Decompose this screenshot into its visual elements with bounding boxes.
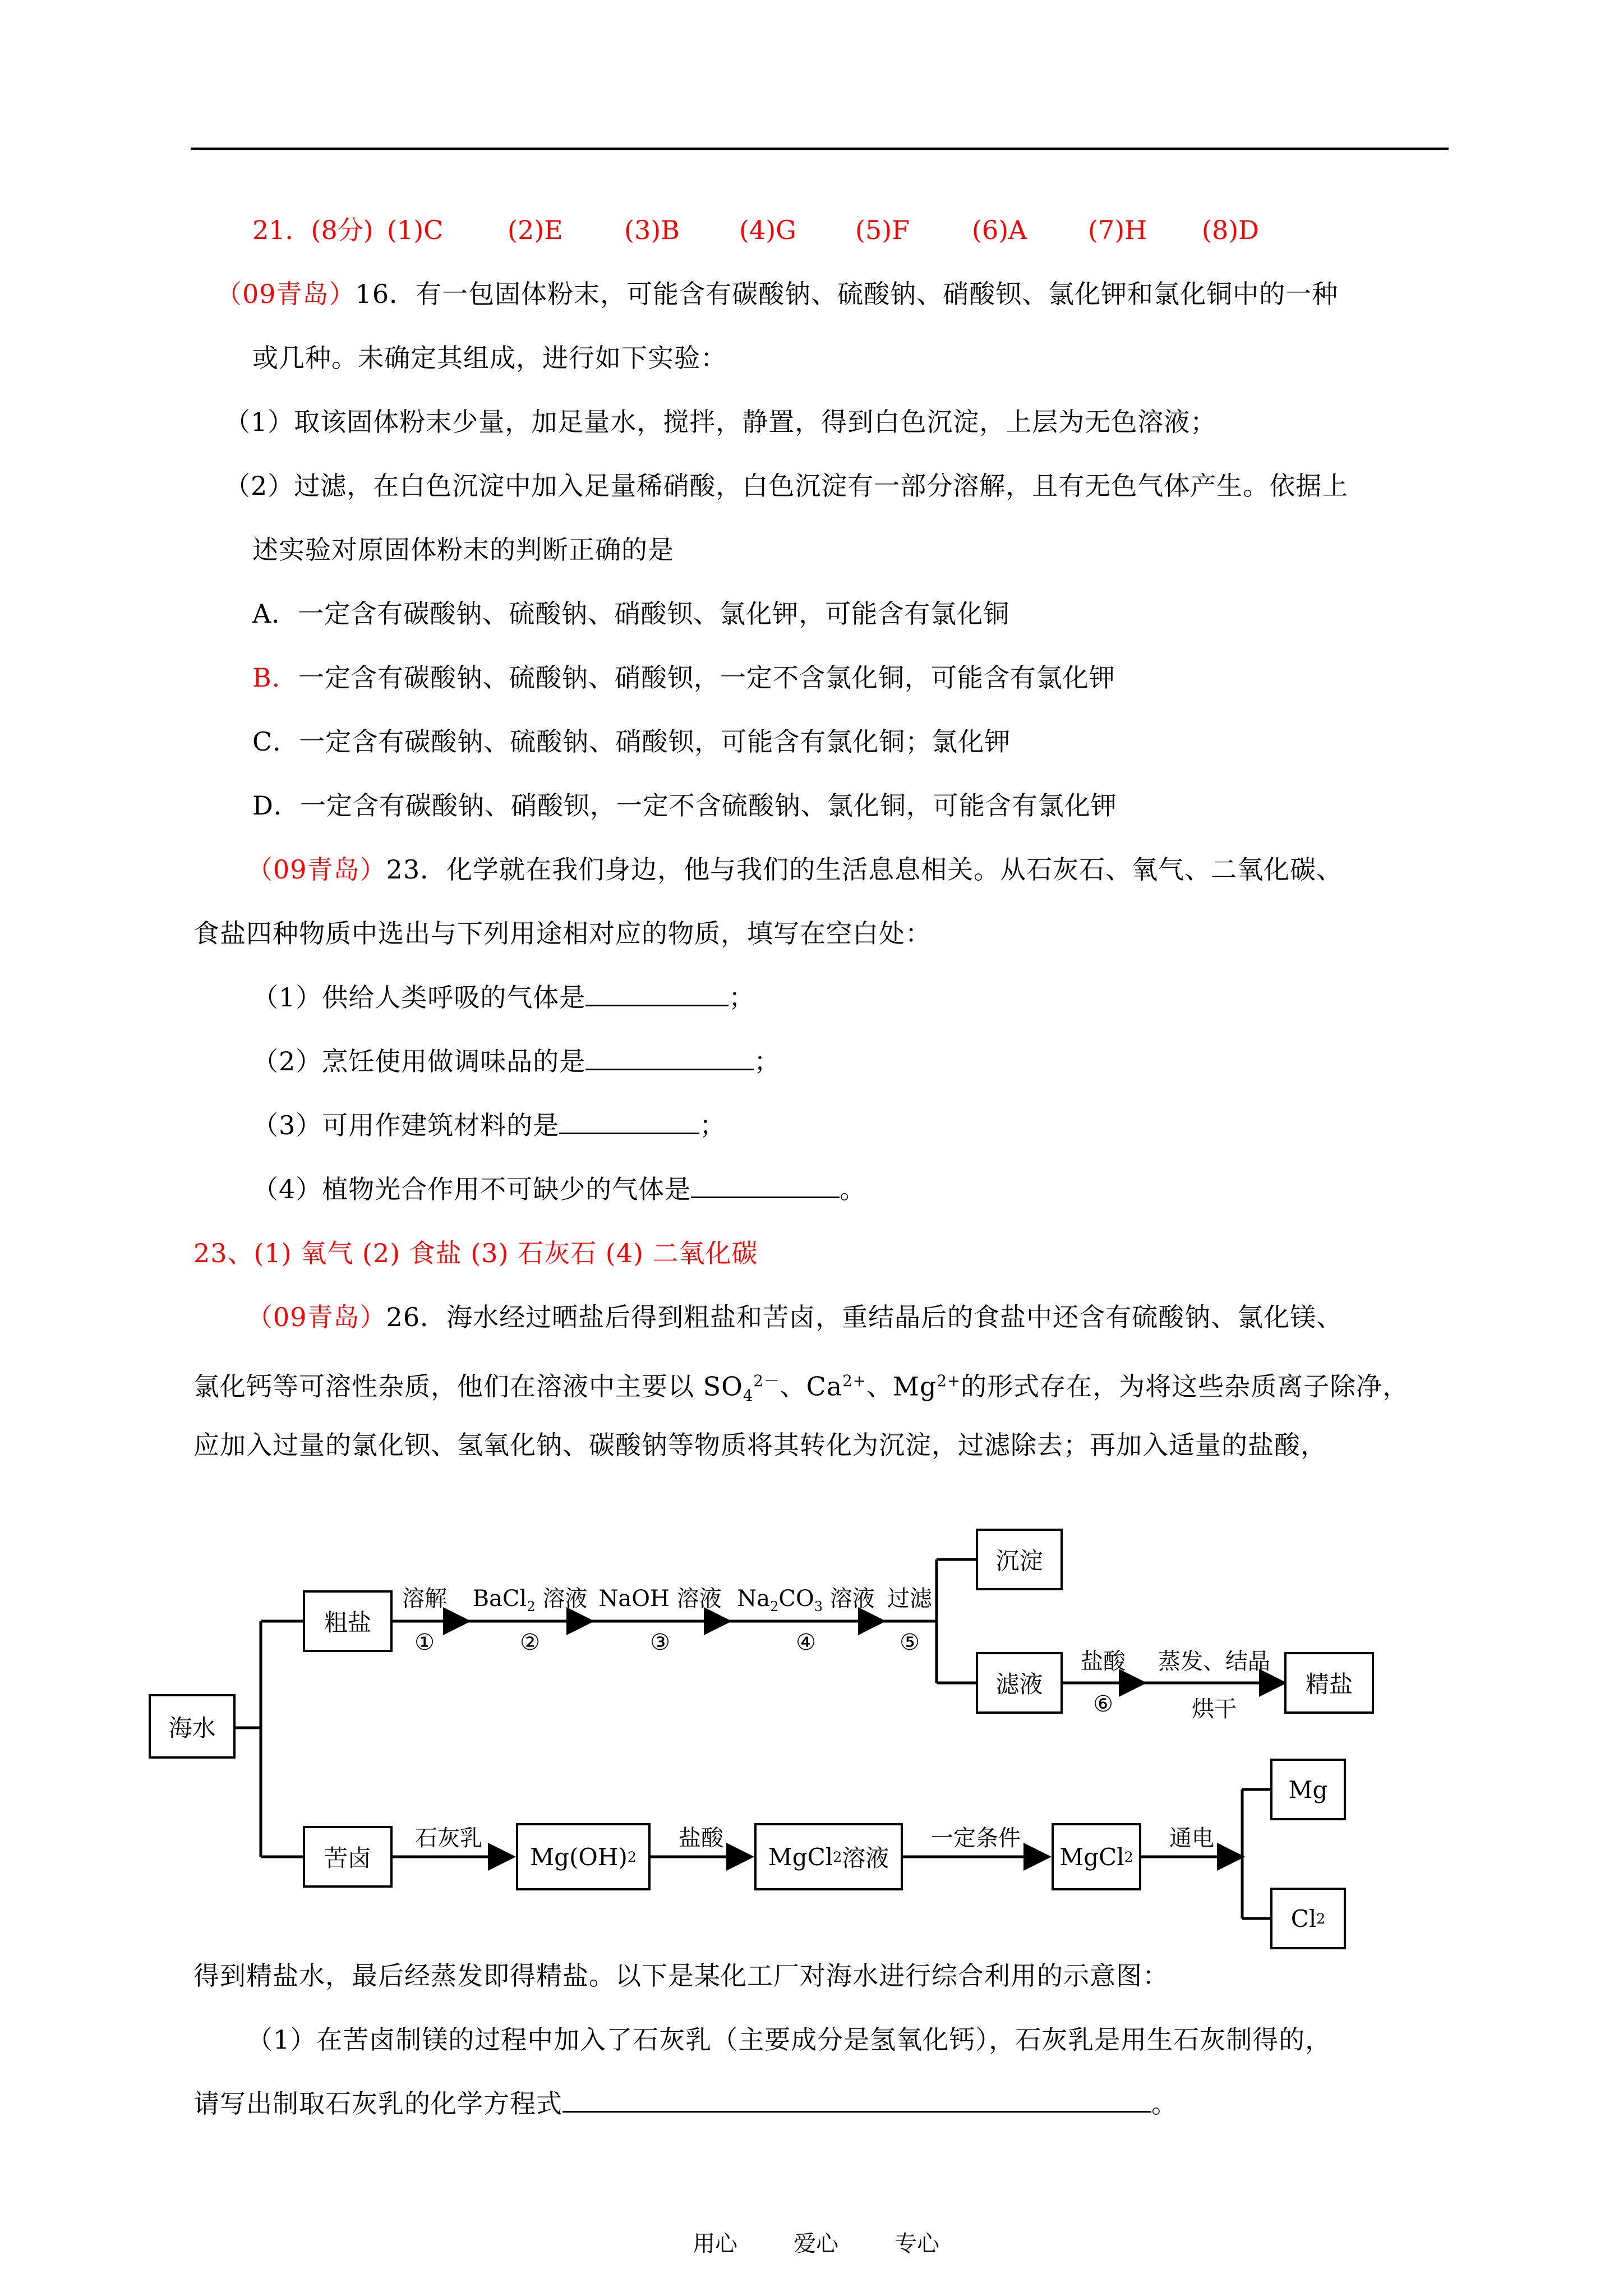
answer-21-item: (3)B — [624, 215, 680, 245]
q23-source-tag: （09青岛） — [247, 854, 386, 885]
footer-text: 用心 — [693, 2231, 737, 2257]
answer-blank[interactable] — [559, 1109, 699, 1134]
q23-part2: （2）烹饪使用做调味品的是 ； — [252, 1046, 781, 1076]
q23-answer: 23、(1) 氧气 (2) 食盐 (3) 石灰石 (4) 二氧化碳 — [193, 1238, 758, 1268]
lime-milk-label: 石灰乳 — [415, 1825, 482, 1851]
q26-sub1b: 请写出制取石灰乳的化学方程式 。 — [193, 2088, 1178, 2119]
q23-part3: （3）可用作建筑材料的是 ； — [252, 1110, 726, 1140]
q26-sub1a: （1）在苦卤制镁的过程中加入了石灰乳（主要成分是氢氧化钙），石灰乳是用生石灰制得的， — [247, 2024, 1332, 2055]
answer-21-item: (6)A — [972, 215, 1027, 245]
answer-blank[interactable] — [585, 981, 728, 1006]
answer-21-item: (4)G — [739, 215, 796, 245]
hcl-label: 盐酸 — [1081, 1649, 1126, 1674]
q23-part1: （1）供给人类呼吸的气体是 ； — [252, 982, 755, 1013]
step-na2co3-label: $Na_2CO_3$ 溶液 — [737, 1586, 875, 1614]
step-5-number: ⑤ — [900, 1630, 920, 1655]
q16-step1: （1）取该固体粉末少量，加足量水，搅拌，静置，得到白色沉淀，上层为无色溶液； — [224, 407, 1217, 437]
answer-blank[interactable] — [585, 1045, 754, 1070]
q16-step2a: （2）过滤，在白色沉淀中加入足量稀硝酸，白色沉淀有一部分溶解，且有无色气体产生。依据上 — [224, 471, 1349, 501]
q23-line2: 食盐四种物质中选出与下列用途相对应的物质，填写在空白处： — [193, 918, 932, 949]
q16-line2: 或几种。未确定其组成，进行如下实验： — [252, 343, 727, 373]
answer-21-item: (7)H — [1088, 215, 1147, 245]
header-rule — [191, 148, 1449, 150]
dry-label: 烘干 — [1192, 1696, 1237, 1722]
filtrate-box: 滤液 — [976, 1652, 1063, 1714]
q16-step2b: 述实验对原固体粉末的判断正确的是 — [252, 535, 674, 565]
q26-source-tag: （09青岛） — [247, 1302, 386, 1332]
hcl-label-2: 盐酸 — [679, 1825, 723, 1851]
magnesium-chloride-solution-box: MgCl 2 溶液 — [754, 1823, 903, 1890]
magnesium-hydroxide-box: Mg(OH) 2 — [516, 1823, 651, 1890]
q16-option-d: D．一定含有碳酸钠、硝酸钡，一定不含硫酸钠、氯化铜，可能含有氯化钾 — [252, 790, 1117, 821]
step-filter-label: 过滤 — [887, 1586, 932, 1612]
step-3-number: ③ — [650, 1630, 670, 1655]
seawater-box: 海水 — [149, 1694, 236, 1759]
step-dissolve-label: 溶解 — [402, 1586, 447, 1612]
q16-option-b-letter: B． — [252, 662, 298, 693]
footer-text: 专心 — [895, 2231, 939, 2257]
seawater-process-diagram — [0, 1515, 1623, 1963]
q23-line1: （09青岛）23．化学就在我们身边，他与我们的生活息息相关。从石灰石、氧气、二氧化碳、 — [247, 854, 1343, 885]
magnesium-box: Mg — [1270, 1759, 1346, 1820]
precipitate-box: 沉淀 — [976, 1529, 1063, 1590]
evaporate-label: 蒸发、结晶 — [1158, 1649, 1270, 1674]
answer-21-item: (2)E — [508, 215, 563, 245]
equation-blank[interactable] — [562, 2087, 1151, 2113]
q26-line2: 氯化钙等可溶性杂质，他们在溶液中主要以 $SO_4^{2-}$、$Ca^{2+}$、$Mg^{2+}$的形式存在，为将这些杂质离子除净， — [193, 1371, 1409, 1405]
q16-option-b: B．一定含有碳酸钠、硫酸钠、硝酸钡，一定不含氯化铜，可能含有氯化钾 — [252, 662, 1115, 693]
answer-blank[interactable] — [691, 1173, 840, 1198]
crude-salt-box: 粗盐 — [303, 1590, 393, 1652]
electrify-label: 通电 — [1169, 1825, 1214, 1851]
step-4-number: ④ — [796, 1630, 816, 1655]
q26-line4: 得到精盐水，最后经蒸发即得精盐。以下是某化工厂对海水进行综合利用的示意图： — [193, 1961, 1169, 1991]
bittern-box: 苦卤 — [303, 1826, 393, 1888]
step-6-number: ⑥ — [1093, 1691, 1113, 1717]
answer-21-head: 21．(8分) — [252, 215, 374, 245]
chlorine-box: Cl 2 — [1270, 1888, 1346, 1949]
step-bacl2-label: BaCl$_2$ 溶液 — [472, 1586, 588, 1614]
q16-option-a: A．一定含有碳酸钠、硫酸钠、硝酸钡、氯化钾，可能含有氯化铜 — [252, 599, 1010, 629]
q26-line1: （09青岛）26．海水经过晒盐后得到粗盐和苦卤，重结晶后的食盐中还含有硫酸钠、氯化镁、 — [247, 1302, 1343, 1332]
step-2-number: ② — [520, 1630, 540, 1655]
step-naoh-label: NaOH 溶液 — [598, 1586, 722, 1612]
q16-line1: （09青岛）16．有一包固体粉末，可能含有碳酸钠、硫酸钠、硝酸钡、氯化钾和氯化铜中的一种 — [216, 279, 1339, 309]
answer-21-item: (1)C — [387, 215, 444, 245]
q16-option-c: C．一定含有碳酸钠、硫酸钠、硝酸钡，可能含有氯化铜；氯化钾 — [252, 726, 1011, 757]
condition-label: 一定条件 — [931, 1825, 1021, 1851]
q23-part4: （4）植物光合作用不可缺少的气体是 。 — [252, 1174, 866, 1204]
magnesium-chloride-box: MgCl 2 — [1052, 1823, 1141, 1890]
q16-source-tag: （09青岛） — [216, 279, 356, 309]
step-1-number: ① — [414, 1630, 435, 1655]
fine-salt-box: 精盐 — [1284, 1652, 1374, 1714]
footer-text: 爱心 — [794, 2231, 838, 2257]
answer-21-item: (8)D — [1202, 215, 1260, 245]
q26-line3: 应加入过量的氯化钡、氢氧化钠、碳酸钠等物质将其转化为沉淀，过滤除去；再加入适量的盐酸， — [193, 1430, 1327, 1460]
answer-21-item: (5)F — [855, 215, 910, 245]
